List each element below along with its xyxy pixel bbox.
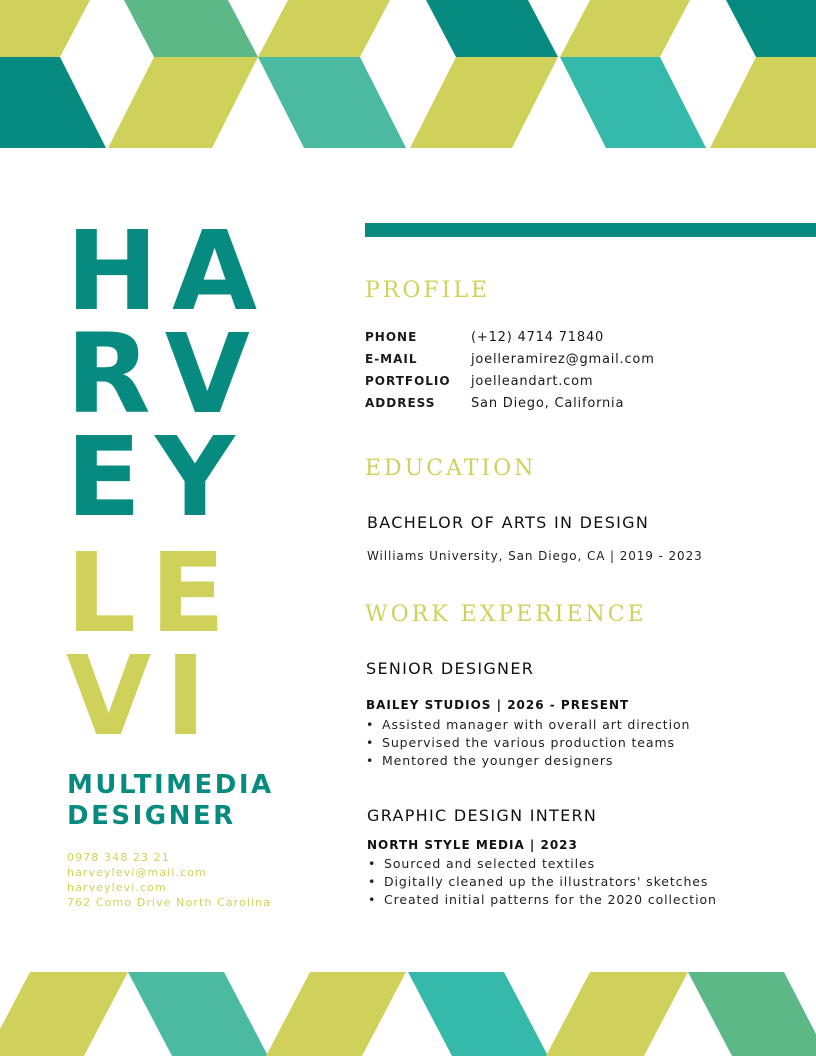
job-title-graphic-design-intern: GRAPHIC DESIGN INTERN (367, 806, 598, 825)
bullet-item: • Sourced and selected textiles (368, 855, 717, 873)
contact-info (67, 850, 271, 910)
contact-address: 762 Como Drive North Carolina (67, 896, 272, 909)
profile-row (365, 396, 655, 418)
profile-label: PHONE (365, 330, 418, 344)
bullet-item: • Digitally cleaned up the illustrators' sketches (368, 873, 717, 891)
banner-shape (258, 57, 406, 148)
banner-shape (710, 57, 816, 148)
job-title: MULTIMEDIA DESIGNER (67, 770, 274, 831)
banner-shape (0, 972, 128, 1056)
banner-shape (726, 0, 816, 57)
banner-shape (124, 0, 258, 57)
degree-detail: Williams University, San Diego, CA | 2019 - 2023 (367, 549, 703, 563)
banner-shape (128, 972, 268, 1056)
first-name: HARVEY (66, 207, 272, 541)
profile-row (365, 352, 655, 374)
job-title-senior-designer: SENIOR DESIGNER (366, 659, 535, 678)
banner-shape (258, 0, 390, 57)
profile-details (365, 330, 655, 418)
profile-row (365, 330, 655, 352)
bullet-item: • Created initial patterns for the 2020 collection (368, 891, 717, 909)
banner-shape (408, 972, 548, 1056)
banner-shape (560, 0, 690, 57)
contact-website[interactable]: harveylevi.com (67, 881, 167, 894)
banner-shape (546, 972, 688, 1056)
top-geometric-banner (0, 0, 816, 148)
job-company: NORTH STYLE MEDIA | 2023 (367, 838, 578, 852)
job-bullets (368, 855, 717, 909)
contact-phone: 0978 348 23 21 (67, 851, 170, 864)
contact-email[interactable]: harveylevi@mail.com (67, 866, 207, 879)
banner-shape (560, 57, 706, 148)
section-divider-bar (365, 223, 816, 237)
profile-label: ADDRESS (365, 396, 436, 410)
last-name: LEVI (66, 529, 240, 760)
bottom-geometric-banner (0, 972, 816, 1056)
job-company: BAILEY STUDIOS | 2026 - PRESENT (366, 698, 630, 712)
work-experience-heading: WORK EXPERIENCE (365, 602, 647, 627)
bullet-item: • Supervised the various production teams (366, 734, 690, 752)
banner-shape (426, 0, 558, 57)
banner-shape (688, 972, 816, 1056)
banner-shape (0, 0, 90, 57)
profile-value: (+12) 4714 71840 (471, 330, 605, 345)
profile-value[interactable]: joelleramirez@gmail.com (471, 352, 655, 367)
degree-title: BACHELOR OF ARTS IN DESIGN (367, 513, 650, 532)
profile-heading: PROFILE (365, 278, 491, 303)
profile-label: E-MAIL (365, 352, 418, 366)
banner-shape (266, 972, 406, 1056)
profile-label: PORTFOLIO (365, 374, 451, 388)
banner-shape (410, 57, 558, 148)
profile-row (365, 374, 655, 396)
bullet-item: • Mentored the younger designers (366, 752, 690, 770)
profile-value: San Diego, California (471, 396, 625, 411)
banner-shape (0, 57, 106, 148)
profile-value[interactable]: joelleandart.com (471, 374, 594, 389)
education-heading: EDUCATION (365, 456, 537, 481)
bullet-item: • Assisted manager with overall art direction (366, 716, 690, 734)
banner-shape (108, 57, 258, 148)
job-bullets (366, 716, 690, 770)
